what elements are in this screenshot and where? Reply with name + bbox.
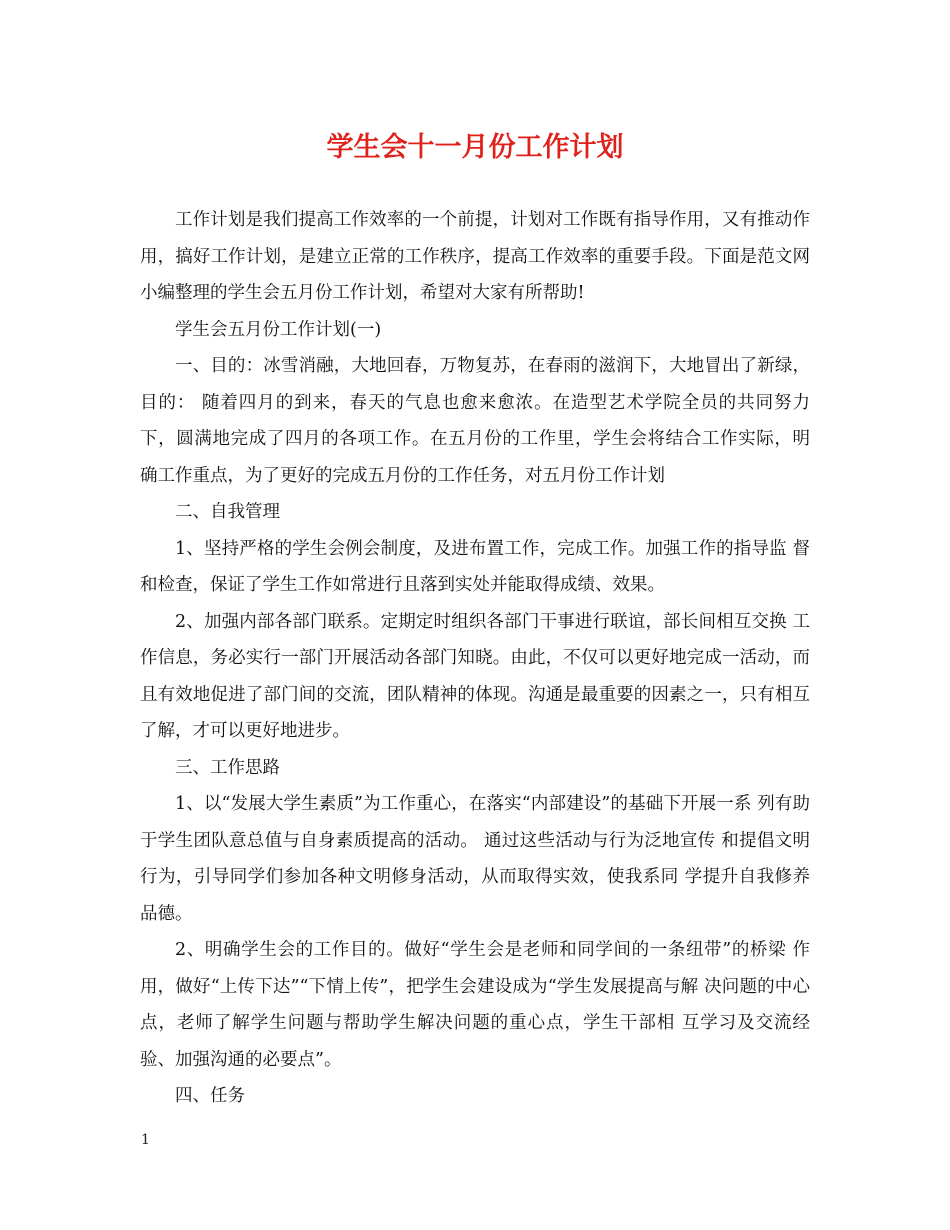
document-body — [140, 202, 810, 1115]
section-heading-work-ideas: 三、工作思路 — [175, 757, 280, 778]
intro-paragraph: 工作计划是我们提高工作效率的一个前提，计划对工作既有指导作用，又有推动作用，搞好工作计划，是建立正常的工作秩序，提高工作效率的重要手段。下面是范文网小编整理的学生会五月份工作计划，希望对大家有所帮助! — [140, 210, 810, 303]
work-ideas-item-1: 1、以“发展大学生素质”为工作重心，在落实“内部建设”的基础下开展一系 列有助于学生团队意总值与自身素质提高的活动。 通过这些活动与行为泛地宣传 和提倡文明行为，引导同学们参加各种文明修身活动，从而取得实效，使我系同 学提升自我修养品德。 — [140, 794, 810, 924]
purpose-paragraph: 一、目的：冰雪消融，大地回春，万物复苏，在春雨的滋润下，大地冒出了新绿，目的： 随着四月的到来，春天的气息也愈来愈浓。在造型艺术学院全员的共同努力下，圆满地完成了四月的各项工作。在五月份的工作里，学生会将结合工作实际，明 确工作重点，为了更好的完成五月份的工作任务，对五月份工作计划 — [140, 356, 810, 486]
section-heading-plan-one: 学生会五月份工作计划(一) — [175, 319, 382, 340]
work-ideas-item-2: 2、明确学生会的工作目的。做好“学生会是老师和同学间的一条纽带”的桥梁 作用，做好“上传下达”“下情上传”，把学生会建设成为“学生发展提高与解 决问题的中心点，老师了解学生问题与帮助学生解决问题的重心点，学生干部相 互学习及交流经验、加强沟通的必要点”。 — [140, 940, 810, 1070]
self-management-item-1: 1、坚持严格的学生会例会制度，及进布置工作，完成工作。加强工作的指导监 督和检查，保证了学生工作如常进行且落到实处并能取得成绩、效果。 — [140, 538, 810, 595]
page-number: 1 — [141, 1132, 150, 1148]
self-management-item-2: 2、加强内部各部门联系。定期定时组织各部门干事进行联谊，部长间相互交换 工作信息，务必实行一部门开展活动各部门知晓。由此，不仅可以更好地完成一活动，而且有效地促进了部门间的交流，团队精神的体现。沟通是最重要的因素之一，只有相互了解，才可以更好地进步。 — [140, 611, 810, 741]
document-title: 学生会十一月份工作计划 — [326, 132, 624, 163]
section-heading-self-management: 二、自我管理 — [175, 502, 280, 522]
section-heading-tasks: 四、任务 — [175, 1086, 245, 1106]
